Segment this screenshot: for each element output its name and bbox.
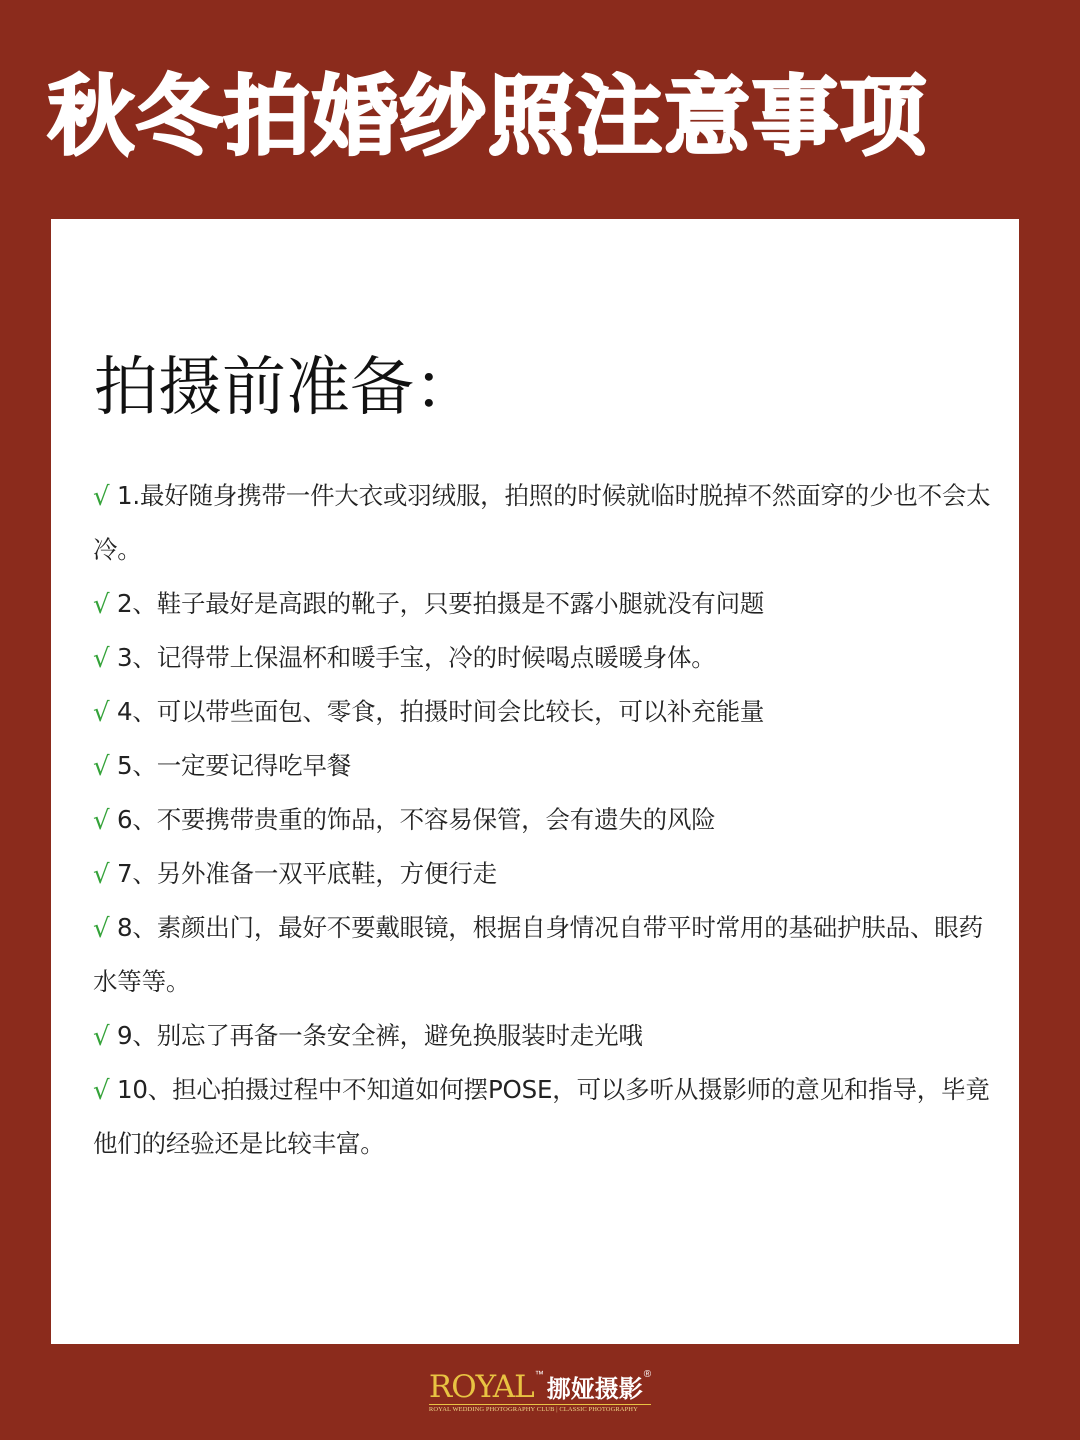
- tip-item: [93, 739, 993, 793]
- check-icon: √: [93, 860, 110, 890]
- check-icon: √: [93, 644, 110, 674]
- check-icon: √: [93, 752, 110, 782]
- logo-royal-text: ROYAL: [428, 1369, 534, 1405]
- registered-symbol: ®: [643, 1369, 652, 1380]
- tip-item: [93, 901, 993, 1009]
- tip-text: 10、担心拍摄过程中不知道如何摆POSE，可以多听从摄影师的意见和指导，毕竟他们的经验还是比较丰富。: [93, 1075, 990, 1158]
- tip-text: 4、可以带些面包、零食，拍摄时间会比较长，可以补充能量: [117, 697, 765, 726]
- tip-item: [93, 685, 993, 739]
- logo-chinese-text: 挪娅摄影: [546, 1374, 643, 1403]
- tip-item: [93, 847, 993, 901]
- check-icon: √: [93, 1022, 110, 1052]
- check-icon: √: [93, 698, 110, 728]
- tip-text: 2、鞋子最好是高跟的靴子，只要拍摄是不露小腿就没有问题: [117, 589, 765, 618]
- tip-text: 5、一定要记得吃早餐: [117, 751, 352, 780]
- tip-item: [93, 1063, 993, 1171]
- page-title: 秋冬拍婚纱照注意事项: [48, 67, 928, 167]
- tip-item: [93, 469, 993, 577]
- check-icon: √: [93, 1076, 110, 1106]
- trademark-symbol: ™: [534, 1369, 544, 1379]
- brand-logo: [0, 1370, 1080, 1415]
- tip-text: 1.最好随身携带一件大衣或羽绒服，拍照的时候就临时脱掉不然面穿的少也不会太冷。: [93, 481, 991, 564]
- check-icon: √: [93, 806, 110, 836]
- logo-subtitle: ROYAL WEDDING PHOTOGRAPHY CLUB | CLASSIC PHOTOGRAPHY: [429, 1404, 651, 1414]
- check-icon: √: [93, 914, 110, 944]
- tip-text: 7、另外准备一双平底鞋，方便行走: [117, 859, 497, 888]
- logo-lockup: [429, 1370, 651, 1414]
- tip-text: 6、不要携带贵重的饰品，不容易保管，会有遗失的风险: [117, 805, 716, 834]
- tip-text: 8、素颜出门，最好不要戴眼镜，根据自身情况自带平时常用的基础护肤品、眼药水等等。: [93, 913, 983, 996]
- check-icon: √: [93, 482, 110, 512]
- tip-item: [93, 631, 993, 685]
- tip-item: [93, 793, 993, 847]
- tip-item: [93, 577, 993, 631]
- content-card: [51, 219, 1019, 1344]
- section-title: 拍摄前准备：: [94, 351, 478, 425]
- tip-text: 9、别忘了再备一条安全裤，避免换服装时走光哦: [117, 1021, 643, 1050]
- logo-main-row: [429, 1370, 651, 1403]
- tip-item: [93, 1009, 993, 1063]
- tips-list: [93, 469, 993, 1171]
- tip-text: 3、记得带上保温杯和暖手宝，冷的时候喝点暖暖身体。: [117, 643, 716, 672]
- check-icon: √: [93, 590, 110, 620]
